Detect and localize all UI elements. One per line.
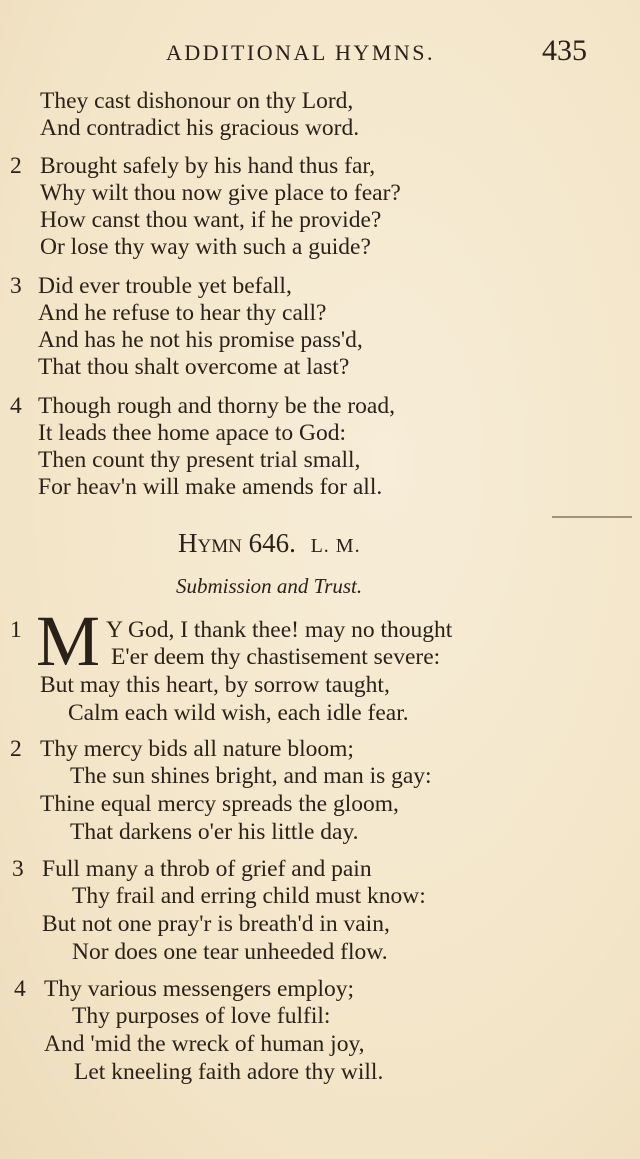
show-through-texture [550,150,640,1130]
verse-line: Calm each wild wish, each idle fear. [68,700,409,726]
verse-line: And he refuse to hear thy call? [38,300,327,326]
verse-number: 4 [10,393,22,419]
verse-line: How canst thou want, if he provide? [40,207,382,233]
verse-line: And contradict his gracious word. [40,115,360,141]
verse-line: Or lose thy way with such a guide? [40,234,371,260]
verse-number: 2 [10,736,22,762]
verse-line: But may this heart, by sorrow taught, [40,672,390,698]
verse-line: E'er deem thy chastisement severe: [111,644,441,670]
verse-line: But not one pray'r is breath'd in vain, [42,911,390,937]
verse-line: For heav'n will make amends for all. [38,474,383,500]
verse-line: And 'mid the wreck of human joy, [44,1031,365,1057]
verse-number: 3 [10,273,22,299]
verse-line: The sun shines bright, and man is gay: [70,763,432,789]
verse-line: Let kneeling faith adore thy will. [74,1059,384,1085]
verse-line: Nor does one tear unheeded flow. [72,939,388,965]
drop-cap: M [36,601,101,681]
verse-line: That thou shalt overcome at last? [38,354,350,380]
verse-number: 4 [14,976,26,1002]
hymn-label: Hymn [178,528,242,558]
verse-line: Thy purposes of love fulfil: [72,1003,331,1029]
page-number: 435 [542,34,587,67]
verse-line: That darkens o'er his little day. [70,819,359,845]
stray-rule-mark [552,512,632,518]
verse-number: 2 [10,153,22,179]
verse-line: Then count thy present trial small, [38,447,361,473]
verse-line: Thy various messengers employ; [44,976,355,1002]
verse-line: It leads thee home apace to God: [38,420,346,446]
verse-line: Thy frail and erring child must know: [72,883,426,909]
verse-line: Why wilt thou now give place to fear? [40,180,401,206]
verse-line: Brought safely by his hand thus far, [40,153,376,179]
verse-line: Thine equal mercy spreads the gloom, [40,791,399,817]
verse-line: Y God, I thank thee! may no thought [106,617,453,643]
verse-line: Thy mercy bids all nature bloom; [40,736,354,762]
verse-number: 1 [10,617,22,643]
running-title: ADDITIONAL HYMNS. [166,40,435,65]
verse-line: And has he not his promise pass'd, [38,327,363,353]
page-header [160,36,620,76]
verse-line: They cast dishonour on thy Lord, [40,88,354,114]
hymn-title: Hymn 646. L. M. [178,528,361,558]
verse-number: 3 [12,856,24,882]
hymn-number: 646 [248,528,290,558]
verse-line: Did ever trouble yet befall, [38,273,292,299]
verse-line: Though rough and thorny be the road, [38,393,395,419]
hymn-meter: L. M. [310,535,361,557]
verse-line: Full many a throb of grief and pain [42,856,372,882]
hymn-subtitle: Submission and Trust. [176,574,363,598]
